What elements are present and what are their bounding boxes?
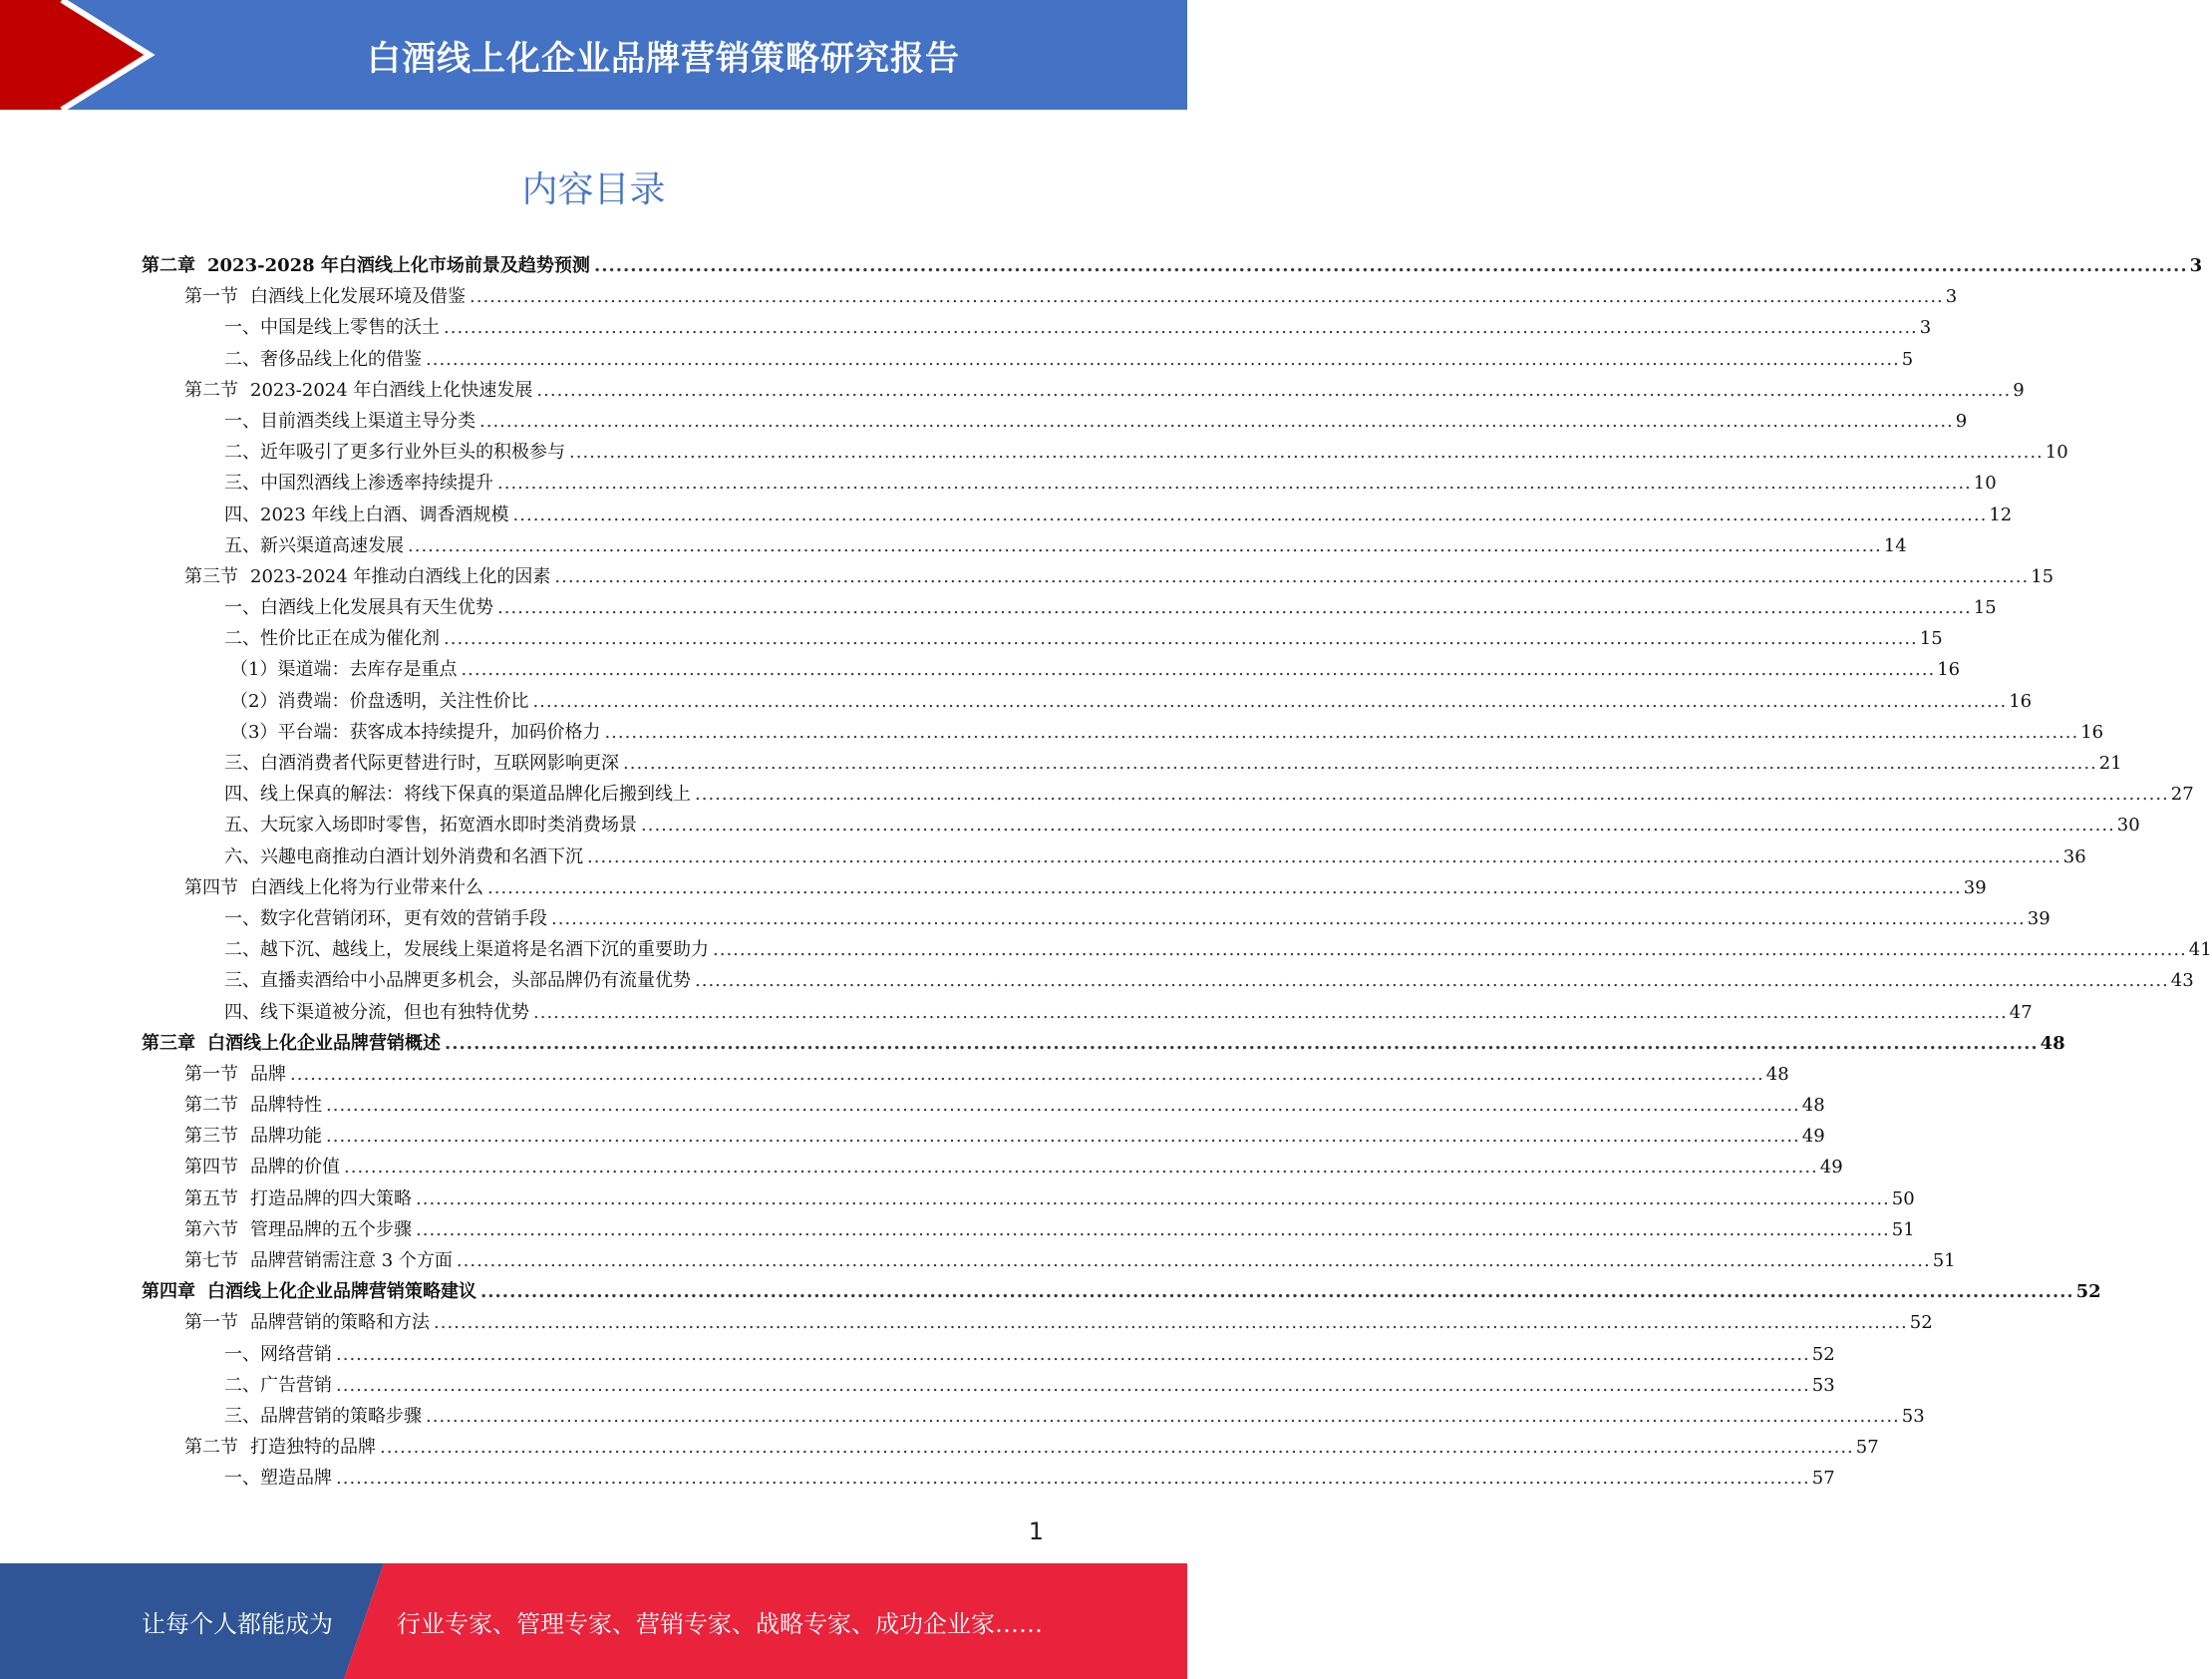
toc-entry-title: 四、线上保真的解法：将线下保真的渠道品牌化后搬到线上 [224, 784, 691, 806]
toc-entry[interactable] [142, 501, 2013, 531]
toc-entry-page: 51 [1932, 1250, 1956, 1271]
toc-entry[interactable] [142, 1340, 1835, 1371]
toc-entry-label [224, 624, 444, 650]
toc-entry[interactable] [142, 966, 2194, 997]
toc-dot-leader: ............................................................................................................................................................................................................................ [408, 534, 1882, 556]
page-number: 1 [1028, 1517, 1044, 1545]
toc-entry-label [184, 282, 470, 308]
toc-dot-leader: ............................................................................................................................................................................................................................ [604, 721, 2079, 743]
toc-entry-page: 48 [1765, 1063, 1789, 1085]
toc-entry-number: 第三节 [184, 1126, 238, 1148]
toc-entry-label [142, 1277, 480, 1303]
toc-dot-leader: ............................................................................................................................................................................................................................ [587, 845, 2061, 867]
toc-dot-leader: ............................................................................................................................................................................................................................ [554, 565, 2030, 587]
toc-entry-page: 3 [1919, 317, 1932, 339]
toc-entry-page: 49 [1801, 1126, 1825, 1148]
toc-dot-leader: ............................................................................................................................................................................................................................ [426, 1405, 1900, 1427]
toc-dot-leader: ............................................................................................................................................................................................................................ [512, 504, 1988, 525]
toc-entry-label [184, 1215, 416, 1241]
toc-entry-page: 50 [1891, 1187, 1915, 1209]
toc-dot-leader: ............................................................................................................................................................................................................................ [497, 597, 1972, 619]
toc-entry[interactable] [142, 531, 1907, 562]
toc-entry-page: 43 [2170, 970, 2194, 992]
toc-entry[interactable] [142, 780, 2194, 811]
toc-entry-page: 15 [2031, 565, 2054, 587]
toc-entry-title: 一、目前酒类线上渠道主导分类 [224, 410, 475, 432]
toc-entry-title: 四、2023 年线上白酒、调香酒规模 [224, 504, 509, 525]
toc-entry-page: 5 [1901, 348, 1914, 370]
toc-entry[interactable] [142, 1371, 1835, 1402]
toc-entry-label [224, 842, 587, 868]
toc-dot-leader: ............................................................................................................................................................................................................................ [336, 1468, 1810, 1490]
toc-entry[interactable] [142, 749, 2122, 780]
toc-entry-title: 品牌特性 [250, 1095, 322, 1117]
toc-entry-title: 三、直播卖酒给中小品牌更多机会，头部品牌仍有流量优势 [224, 970, 691, 992]
toc-dot-leader: ............................................................................................................................................................................................................................ [416, 1218, 1890, 1240]
toc-entry[interactable] [142, 376, 2025, 407]
toc-entry-page: 48 [2040, 1032, 2065, 1054]
toc-entry[interactable] [142, 562, 2054, 593]
toc-entry-page: 51 [1891, 1218, 1915, 1240]
toc-dot-leader: ............................................................................................................................................................................................................................ [336, 1343, 1810, 1365]
toc-dot-leader: ............................................................................................................................................................................................................................ [470, 286, 1944, 308]
toc-entry-label [184, 1246, 457, 1272]
toc-entry-label [184, 1060, 290, 1086]
toc-entry-title: 白酒线上化发展环境及借鉴 [250, 286, 466, 308]
toc-entry[interactable] [142, 904, 2051, 935]
toc-entry[interactable] [142, 1308, 1933, 1339]
toc-entry-title: 五、新兴渠道高速发展 [224, 534, 404, 556]
toc-entry-page: 30 [2116, 815, 2140, 837]
toc-entry-title: 一、网络营销 [224, 1343, 332, 1365]
toc-entry-label [224, 1464, 336, 1490]
toc-entry-title: 2023-2024 年推动白酒线上化的因素 [250, 565, 551, 587]
toc-entry-page: 36 [2062, 845, 2086, 867]
toc-entry-title: 品牌功能 [250, 1126, 322, 1148]
toc-entry[interactable] [142, 251, 2203, 282]
toc-entry[interactable] [142, 345, 1914, 376]
toc-entry-label [230, 718, 604, 744]
toc-entry-title: 二、近年吸引了更多行业外巨头的积极参与 [224, 442, 565, 464]
toc-entry-label [184, 376, 536, 402]
toc-dot-leader: ............................................................................................................................................................................................................................ [641, 815, 2115, 837]
toc-entry-title: 白酒线上化企业品牌营销概述 [207, 1032, 441, 1054]
table-of-contents [142, 251, 2212, 1496]
toc-entry-title: 2023-2024 年白酒线上化快速发展 [250, 379, 533, 401]
toc-entry-number: 第四节 [184, 1157, 238, 1178]
toc-entry-page: 39 [2027, 907, 2051, 929]
toc-entry-title: 一、白酒线上化发展具有天生优势 [224, 597, 493, 619]
toc-dot-leader: ............................................................................................................................................................................................................................ [593, 255, 2188, 276]
toc-dot-leader: ............................................................................................................................................................................................................................ [623, 753, 2097, 774]
toc-entry-title: 品牌的价值 [250, 1157, 340, 1178]
toc-entry-label [184, 873, 487, 899]
toc-dot-leader: ............................................................................................................................................................................................................................ [461, 659, 1936, 681]
toc-entry-number: 第六节 [184, 1218, 238, 1240]
toc-entry-page: 49 [1819, 1157, 1843, 1178]
footer-banner [0, 1563, 1187, 1679]
toc-entry-page: 21 [2098, 753, 2122, 774]
toc-entry-number: 第三节 [184, 565, 238, 587]
toc-entry-page: 15 [1973, 597, 1997, 619]
toc-entry-page: 12 [1989, 504, 2013, 525]
toc-entry-label [224, 904, 551, 930]
toc-entry[interactable] [142, 313, 1932, 344]
toc-entry[interactable] [142, 1060, 1789, 1091]
footer-slogan-left: 让每个人都能成为 [142, 1609, 333, 1638]
toc-dot-leader: ............................................................................................................................................................................................................................ [416, 1187, 1890, 1209]
toc-entry-title: 管理品牌的五个步骤 [250, 1218, 412, 1240]
toc-dot-leader: ............................................................................................................................................................................................................................ [380, 1437, 1854, 1459]
toc-dot-leader: ............................................................................................................................................................................................................................ [532, 690, 2008, 712]
toc-entry-page: 47 [2009, 1001, 2033, 1023]
toc-entry-page: 53 [1901, 1405, 1925, 1427]
toc-entry[interactable] [142, 282, 1958, 313]
toc-entry-title: 三、白酒消费者代际更替进行时，互联网影响更深 [224, 753, 619, 774]
toc-entry-page: 57 [1811, 1468, 1835, 1490]
toc-dot-leader: ............................................................................................................................................................................................................................ [434, 1312, 1908, 1334]
toc-entry-title: 六、兴趣电商推动白酒计划外消费和名酒下沉 [224, 845, 583, 867]
toc-entry-title: 二、奢侈品线上化的借鉴 [224, 348, 422, 370]
toc-entry-label [230, 687, 532, 713]
toc-dot-leader: ............................................................................................................................................................................................................................ [536, 379, 2012, 401]
toc-entry-page: 16 [2080, 721, 2104, 743]
toc-entry-number: 第五节 [184, 1187, 238, 1209]
toc-entry[interactable] [142, 1402, 1925, 1433]
toc-entry-title: 白酒线上化企业品牌营销策略建议 [207, 1281, 476, 1303]
toc-entry-title: 二、性价比正在成为催化剂 [224, 628, 440, 650]
toc-entry-label [224, 780, 695, 806]
toc-entry[interactable] [142, 407, 1968, 438]
toc-entry[interactable] [142, 1246, 1956, 1277]
toc-entry[interactable] [142, 998, 2033, 1029]
toc-entry-label [184, 1153, 344, 1178]
toc-entry-number: 第二章 [142, 255, 195, 276]
toc-entry-title: （1）渠道端：去库存是重点 [230, 659, 458, 681]
toc-entry-title: 三、品牌营销的策略步骤 [224, 1405, 422, 1427]
toc-entry-label [224, 1402, 426, 1428]
toc-entry-page: 52 [1811, 1343, 1835, 1365]
toc-entry[interactable] [142, 438, 2068, 469]
toc-entry[interactable] [142, 842, 2086, 873]
toc-entry-page: 14 [1883, 534, 1907, 556]
toc-entry-label [224, 935, 713, 961]
toc-entry-page: 9 [2013, 379, 2025, 401]
toc-dot-leader: ............................................................................................................................................................................................................................ [487, 876, 1962, 898]
toc-dot-leader: ............................................................................................................................................................................................................................ [444, 628, 1918, 650]
toc-entry-page: 15 [1919, 628, 1943, 650]
toc-entry[interactable] [142, 718, 2104, 749]
toc-entry-page: 41 [2188, 939, 2212, 961]
toc-entry[interactable] [142, 687, 2033, 718]
toc-entry-title: 五、大玩家入场即时零售，拓宽酒水即时类消费场景 [224, 815, 637, 837]
toc-entry-number: 第四章 [142, 1281, 195, 1303]
toc-entry-title: 品牌 [250, 1063, 286, 1085]
toc-entry-number: 第二节 [184, 379, 238, 401]
toc-entry[interactable] [142, 811, 2140, 841]
toc-entry-number: 第一节 [184, 286, 238, 308]
toc-entry-label [142, 1029, 445, 1055]
toc-entry[interactable] [142, 873, 1987, 904]
toc-dot-leader: ............................................................................................................................................................................................................................ [695, 784, 2169, 806]
toc-entry-title: 一、数字化营销闭环，更有效的营销手段 [224, 907, 547, 929]
toc-entry-label [184, 1091, 326, 1117]
toc-dot-leader: ............................................................................................................................................................................................................................ [326, 1126, 1800, 1148]
toc-entry-label [224, 1371, 336, 1397]
toc-dot-leader: ............................................................................................................................................................................................................................ [479, 410, 1954, 432]
toc-dot-leader: ............................................................................................................................................................................................................................ [336, 1374, 1810, 1396]
toc-entry-title: 一、中国是线上零售的沃土 [224, 317, 440, 339]
toc-entry-page: 52 [2075, 1281, 2101, 1303]
toc-dot-leader: ............................................................................................................................................................................................................................ [326, 1095, 1800, 1117]
toc-entry[interactable] [142, 1153, 1843, 1183]
toc-entry-title: 2023-2028 年白酒线上化市场前景及趋势预测 [207, 255, 590, 276]
toc-entry-label [224, 469, 497, 495]
toc-entry-label [184, 1184, 416, 1210]
toc-entry[interactable] [142, 1215, 1915, 1246]
toc-entry-label [184, 1433, 380, 1459]
toc-entry-title: 二、越下沉、越线上，发展线上渠道将是名酒下沉的重要助力 [224, 939, 709, 961]
toc-entry[interactable] [142, 1433, 1879, 1464]
toc-entry-label [184, 1308, 434, 1334]
toc-entry[interactable] [142, 935, 2212, 966]
toc-entry-label [224, 1340, 336, 1366]
toc-entry-title: 一、塑造品牌 [224, 1468, 332, 1490]
toc-entry-number: 第三章 [142, 1032, 195, 1054]
toc-entry[interactable] [142, 469, 1997, 500]
header-banner [0, 0, 1187, 110]
toc-dot-leader: ............................................................................................................................................................................................................................ [695, 970, 2169, 992]
toc-dot-leader: ............................................................................................................................................................................................................................ [456, 1250, 1931, 1271]
toc-entry-number: 第二节 [184, 1095, 238, 1117]
toc-entry[interactable] [142, 1029, 2065, 1060]
toc-entry-number: 第一节 [184, 1063, 238, 1085]
toc-entry-title: 白酒线上化将为行业带来什么 [250, 876, 483, 898]
toc-dot-leader: ............................................................................................................................................................................................................................ [444, 317, 1918, 339]
toc-entry-page: 52 [1909, 1312, 1933, 1334]
toc-entry-label [142, 251, 594, 277]
toc-entry-title: 品牌营销需注意 3 个方面 [250, 1250, 453, 1271]
toc-entry[interactable] [142, 1122, 1825, 1153]
toc-entry-number: 第四节 [184, 876, 238, 898]
toc-entry-title: 品牌营销的策略和方法 [250, 1312, 430, 1334]
toc-entry-title: 三、中国烈酒线上渗透率持续提升 [224, 473, 493, 495]
toc-entry-title: 四、线下渠道被分流，但也有独特优势 [224, 1001, 529, 1023]
toc-entry-page: 3 [2189, 255, 2203, 276]
toc-entry-page: 53 [1811, 1374, 1835, 1396]
toc-entry-page: 57 [1855, 1437, 1879, 1459]
toc-entry-page: 9 [1955, 410, 1968, 432]
toc-entry-title: 二、广告营销 [224, 1374, 332, 1396]
toc-dot-leader: ............................................................................................................................................................................................................................ [480, 1281, 2074, 1303]
footer-slogan-right: 行业专家、管理专家、营销专家、战略专家、成功企业家…… [397, 1609, 1043, 1638]
toc-dot-leader: ............................................................................................................................................................................................................................ [290, 1063, 1764, 1085]
toc-entry[interactable] [142, 655, 1961, 686]
toc-entry-label [224, 811, 641, 837]
toc-dot-leader: ............................................................................................................................................................................................................................ [445, 1032, 2039, 1054]
toc-entry-title: （2）消费端：价盘透明，关注性价比 [230, 690, 529, 712]
toc-entry-label [224, 501, 513, 526]
toc-entry[interactable] [142, 1277, 2101, 1308]
toc-entry-title: 打造品牌的四大策略 [250, 1187, 412, 1209]
toc-dot-leader: ............................................................................................................................................................................................................................ [426, 348, 1900, 370]
toc-entry-number: 第一节 [184, 1312, 238, 1334]
toc-dot-leader: ............................................................................................................................................................................................................................ [533, 1001, 2008, 1023]
toc-entry-label [224, 593, 497, 619]
toc-entry[interactable] [142, 593, 1997, 624]
toc-entry-label [224, 345, 426, 371]
toc-dot-leader: ............................................................................................................................................................................................................................ [344, 1157, 1818, 1178]
toc-entry-label [184, 1122, 326, 1148]
toc-entry-title: 打造独特的品牌 [250, 1437, 376, 1459]
toc-entry-page: 48 [1801, 1095, 1825, 1117]
toc-dot-leader: ............................................................................................................................................................................................................................ [497, 473, 1972, 495]
toc-entry-label [184, 562, 554, 588]
toc-entry[interactable] [142, 1184, 1915, 1215]
toc-dot-leader: ............................................................................................................................................................................................................................ [713, 939, 2187, 961]
toc-entry-label [224, 749, 623, 775]
toc-entry-page: 16 [1937, 659, 1961, 681]
toc-entry-page: 39 [1963, 876, 1987, 898]
toc-entry-label [224, 313, 444, 339]
toc-entry-label [230, 655, 461, 681]
toc-dot-leader: ............................................................................................................................................................................................................................ [551, 907, 2026, 929]
toc-entry-page: 10 [2045, 442, 2068, 464]
toc-entry-number: 第二节 [184, 1437, 238, 1459]
toc-entry[interactable] [142, 1091, 1825, 1122]
toc-entry-page: 3 [1945, 286, 1958, 308]
toc-entry-label [224, 407, 479, 433]
toc-entry-page: 27 [2170, 784, 2194, 806]
toc-entry[interactable] [142, 1464, 1835, 1495]
toc-entry-number: 第七节 [184, 1250, 238, 1271]
report-title: 白酒线上化企业品牌营销策略研究报告 [367, 38, 960, 79]
toc-entry-page: 16 [2009, 690, 2033, 712]
toc-entry-label [224, 531, 408, 557]
toc-heading: 内容目录 [521, 169, 666, 210]
toc-entry-label [224, 438, 569, 464]
toc-entry-label [224, 998, 533, 1024]
toc-entry-label [224, 966, 695, 992]
toc-dot-leader: ............................................................................................................................................................................................................................ [569, 442, 2044, 464]
toc-entry-title: （3）平台端：获客成本持续提升，加码价格力 [230, 721, 601, 743]
toc-entry-page: 10 [1973, 473, 1997, 495]
toc-entry[interactable] [142, 624, 1943, 655]
